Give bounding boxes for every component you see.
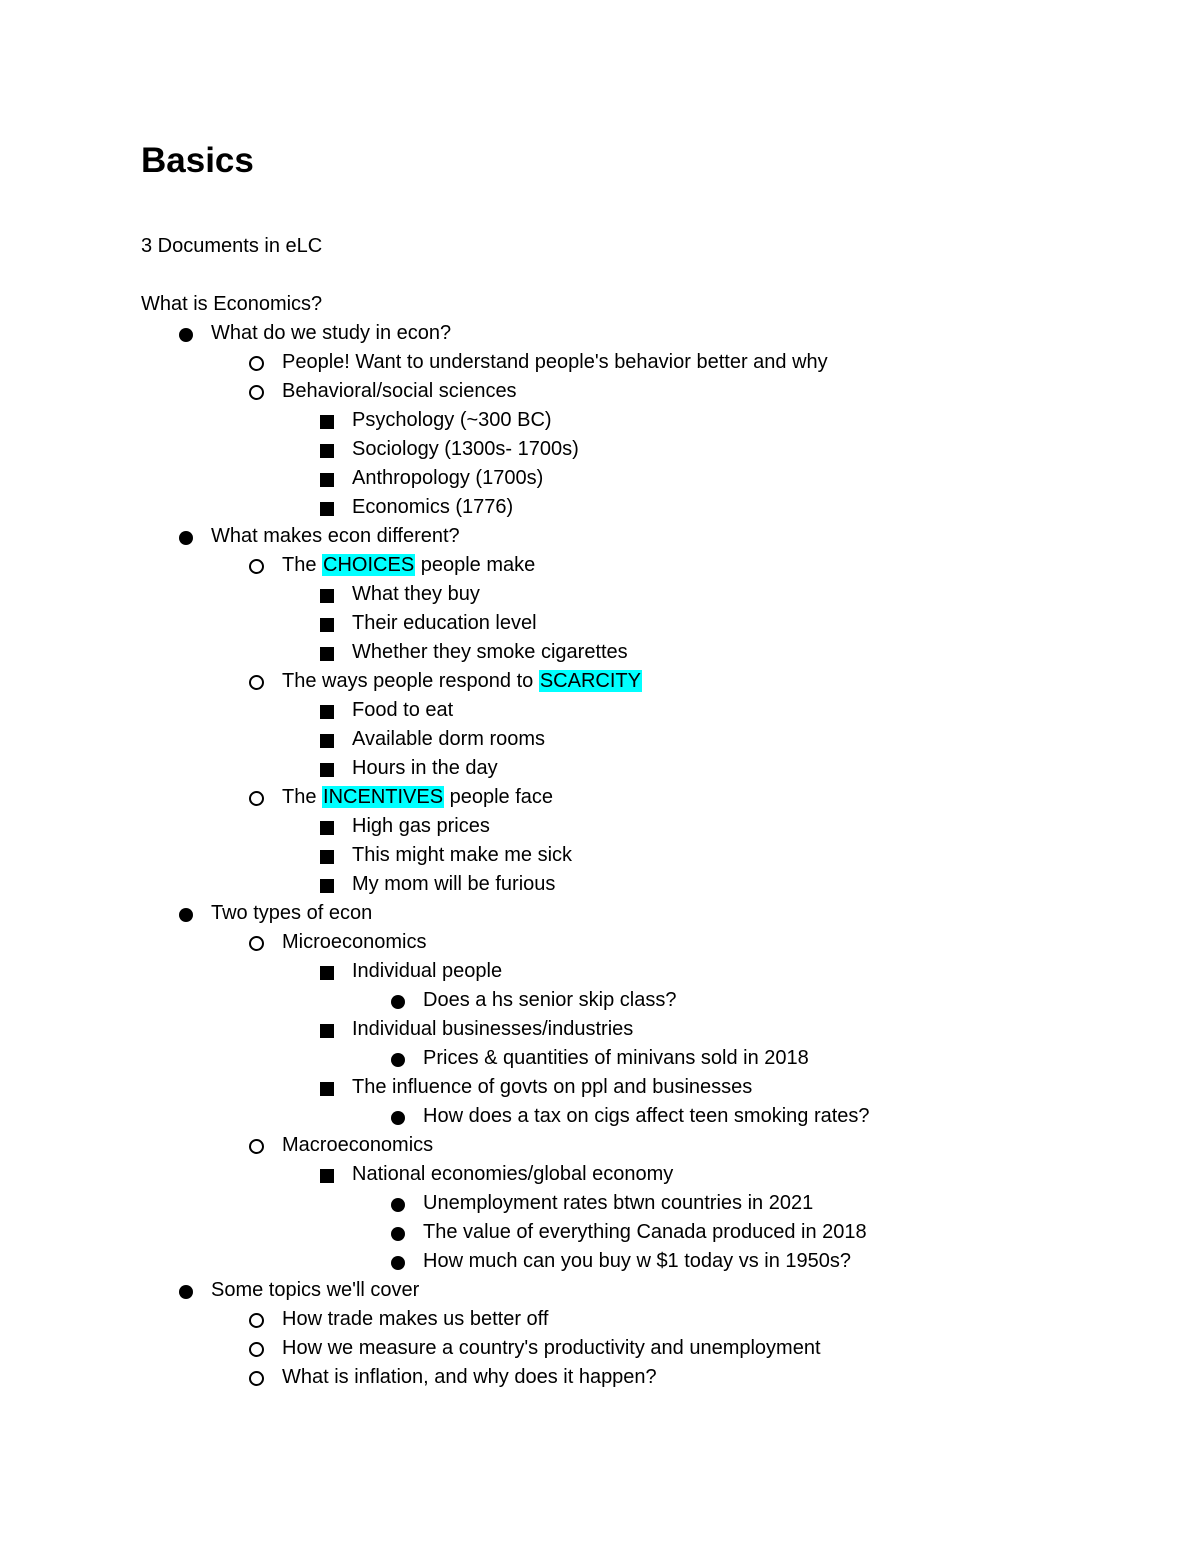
list-item: [0, 1073, 1200, 1102]
filled-circle-bullet-icon: [388, 1102, 408, 1131]
list-item-text: Two types of econ: [211, 902, 373, 924]
list-item: [0, 464, 1200, 493]
square-bullet-icon: [318, 493, 338, 522]
hollow-circle-bullet-icon: [247, 551, 267, 580]
hollow-circle-bullet-icon: [247, 667, 267, 696]
list-item: [0, 1102, 1200, 1131]
hollow-circle-bullet-icon: [247, 377, 267, 406]
list-item: [0, 754, 1200, 783]
list-item-text: Their education level: [352, 612, 537, 634]
list-item: [0, 928, 1200, 957]
list-item-text: This might make me sick: [352, 844, 573, 866]
square-bullet-icon: [318, 638, 338, 667]
list-item-text: Sociology (1300s- 1700s): [352, 438, 579, 460]
hollow-circle-bullet-icon: [247, 1305, 267, 1334]
list-item-text: Psychology (~300 BC): [352, 409, 552, 431]
square-bullet-icon: [318, 580, 338, 609]
list-item: [0, 783, 1200, 812]
hollow-circle-bullet-icon: [247, 1334, 267, 1363]
list-item-text: [282, 551, 535, 580]
list-item-text: The value of everything Canada produced in 2018: [423, 1221, 867, 1243]
hollow-circle-bullet-icon: [247, 1131, 267, 1160]
list-item-text-before: The: [282, 554, 323, 576]
list-item: [0, 1218, 1200, 1247]
list-item: [0, 812, 1200, 841]
list-item: [0, 1160, 1200, 1189]
paragraph-documents-note: 3 Documents in eLC: [141, 235, 323, 257]
filled-circle-bullet-icon: [388, 1044, 408, 1073]
list-item-text: Individual businesses/industries: [352, 1018, 634, 1040]
list-item: [0, 580, 1200, 609]
list-item-text: Economics (1776): [352, 496, 514, 518]
list-item-text: Whether they smoke cigarettes: [352, 641, 628, 663]
filled-circle-bullet-icon: [176, 319, 196, 348]
list-item: [0, 725, 1200, 754]
list-item-text: Prices & quantities of minivans sold in 2018: [423, 1047, 809, 1069]
list-item: [0, 522, 1200, 551]
square-bullet-icon: [318, 957, 338, 986]
list-item-text: Macroeconomics: [282, 1134, 434, 1156]
list-item-text: Behavioral/social sciences: [282, 380, 517, 402]
list-item-text: [282, 783, 553, 812]
square-bullet-icon: [318, 870, 338, 899]
list-item: [0, 696, 1200, 725]
list-item-text: Unemployment rates btwn countries in 2021: [423, 1192, 814, 1214]
filled-circle-bullet-icon: [388, 986, 408, 1015]
bullet-outline: [0, 319, 1200, 1392]
square-bullet-icon: [318, 696, 338, 725]
list-item: [0, 406, 1200, 435]
list-item: [0, 1044, 1200, 1073]
hollow-circle-bullet-icon: [247, 783, 267, 812]
square-bullet-icon: [318, 841, 338, 870]
highlighted-term: INCENTIVES: [323, 786, 444, 808]
filled-circle-bullet-icon: [176, 522, 196, 551]
list-item-text: Hours in the day: [352, 757, 498, 779]
list-item-text: How we measure a country's productivity and unemployment: [282, 1337, 821, 1359]
document-title: Basics: [141, 141, 254, 180]
highlighted-term: CHOICES: [323, 554, 415, 576]
square-bullet-icon: [318, 1015, 338, 1044]
list-item-text: Some topics we'll cover: [211, 1279, 420, 1301]
list-item-text-after: people make: [415, 554, 536, 576]
hollow-circle-bullet-icon: [247, 928, 267, 957]
list-item: [0, 870, 1200, 899]
square-bullet-icon: [318, 464, 338, 493]
square-bullet-icon: [318, 754, 338, 783]
list-item: [0, 667, 1200, 696]
filled-circle-bullet-icon: [176, 899, 196, 928]
square-bullet-icon: [318, 435, 338, 464]
list-item: [0, 609, 1200, 638]
hollow-circle-bullet-icon: [247, 348, 267, 377]
list-item: [0, 957, 1200, 986]
list-item-text-before: The ways people respond to: [282, 670, 539, 692]
list-item: [0, 1131, 1200, 1160]
list-item: [0, 1189, 1200, 1218]
filled-circle-bullet-icon: [388, 1189, 408, 1218]
list-item-text: Microeconomics: [282, 931, 427, 953]
list-item-text: How much can you buy w $1 today vs in 1950s?: [423, 1250, 852, 1272]
list-item-text: People! Want to understand people's behavior better and why: [282, 351, 828, 373]
list-item-text: What makes econ different?: [211, 525, 460, 547]
list-item: [0, 986, 1200, 1015]
square-bullet-icon: [318, 1160, 338, 1189]
list-item: [0, 435, 1200, 464]
list-item-text: The influence of govts on ppl and businesses: [352, 1076, 753, 1098]
paragraph-question-heading: What is Economics?: [141, 293, 323, 315]
list-item: [0, 1247, 1200, 1276]
list-item-text: High gas prices: [352, 815, 490, 837]
filled-circle-bullet-icon: [388, 1218, 408, 1247]
list-item-text: Available dorm rooms: [352, 728, 546, 750]
list-item: [0, 1305, 1200, 1334]
list-item-text: Does a hs senior skip class?: [423, 989, 677, 1011]
list-item-text-before: The: [282, 786, 323, 808]
list-item: [0, 638, 1200, 667]
filled-circle-bullet-icon: [176, 1276, 196, 1305]
list-item-text: What they buy: [352, 583, 480, 605]
list-item: [0, 899, 1200, 928]
list-item: [0, 319, 1200, 348]
list-item-text: My mom will be furious: [352, 873, 556, 895]
list-item: [0, 493, 1200, 522]
list-item-text-after: people face: [444, 786, 554, 808]
list-item: [0, 348, 1200, 377]
list-item: [0, 1276, 1200, 1305]
filled-circle-bullet-icon: [388, 1247, 408, 1276]
list-item: [0, 551, 1200, 580]
list-item: [0, 1015, 1200, 1044]
hollow-circle-bullet-icon: [247, 1363, 267, 1392]
highlighted-term: SCARCITY: [539, 670, 641, 692]
list-item-text: Individual people: [352, 960, 503, 982]
list-item-text: What is inflation, and why does it happen?: [282, 1366, 657, 1388]
square-bullet-icon: [318, 812, 338, 841]
square-bullet-icon: [318, 406, 338, 435]
square-bullet-icon: [318, 609, 338, 638]
list-item: [0, 1363, 1200, 1392]
list-item: [0, 1334, 1200, 1363]
square-bullet-icon: [318, 1073, 338, 1102]
list-item-text: National economies/global economy: [352, 1163, 674, 1185]
list-item: [0, 841, 1200, 870]
list-item-text: How does a tax on cigs affect teen smoking rates?: [423, 1105, 870, 1127]
list-item: [0, 377, 1200, 406]
list-item-text: Food to eat: [352, 699, 454, 721]
list-item-text: How trade makes us better off: [282, 1308, 549, 1330]
list-item-text: What do we study in econ?: [211, 322, 452, 344]
square-bullet-icon: [318, 725, 338, 754]
list-item-text: [282, 667, 642, 696]
list-item-text: Anthropology (1700s): [352, 467, 544, 489]
